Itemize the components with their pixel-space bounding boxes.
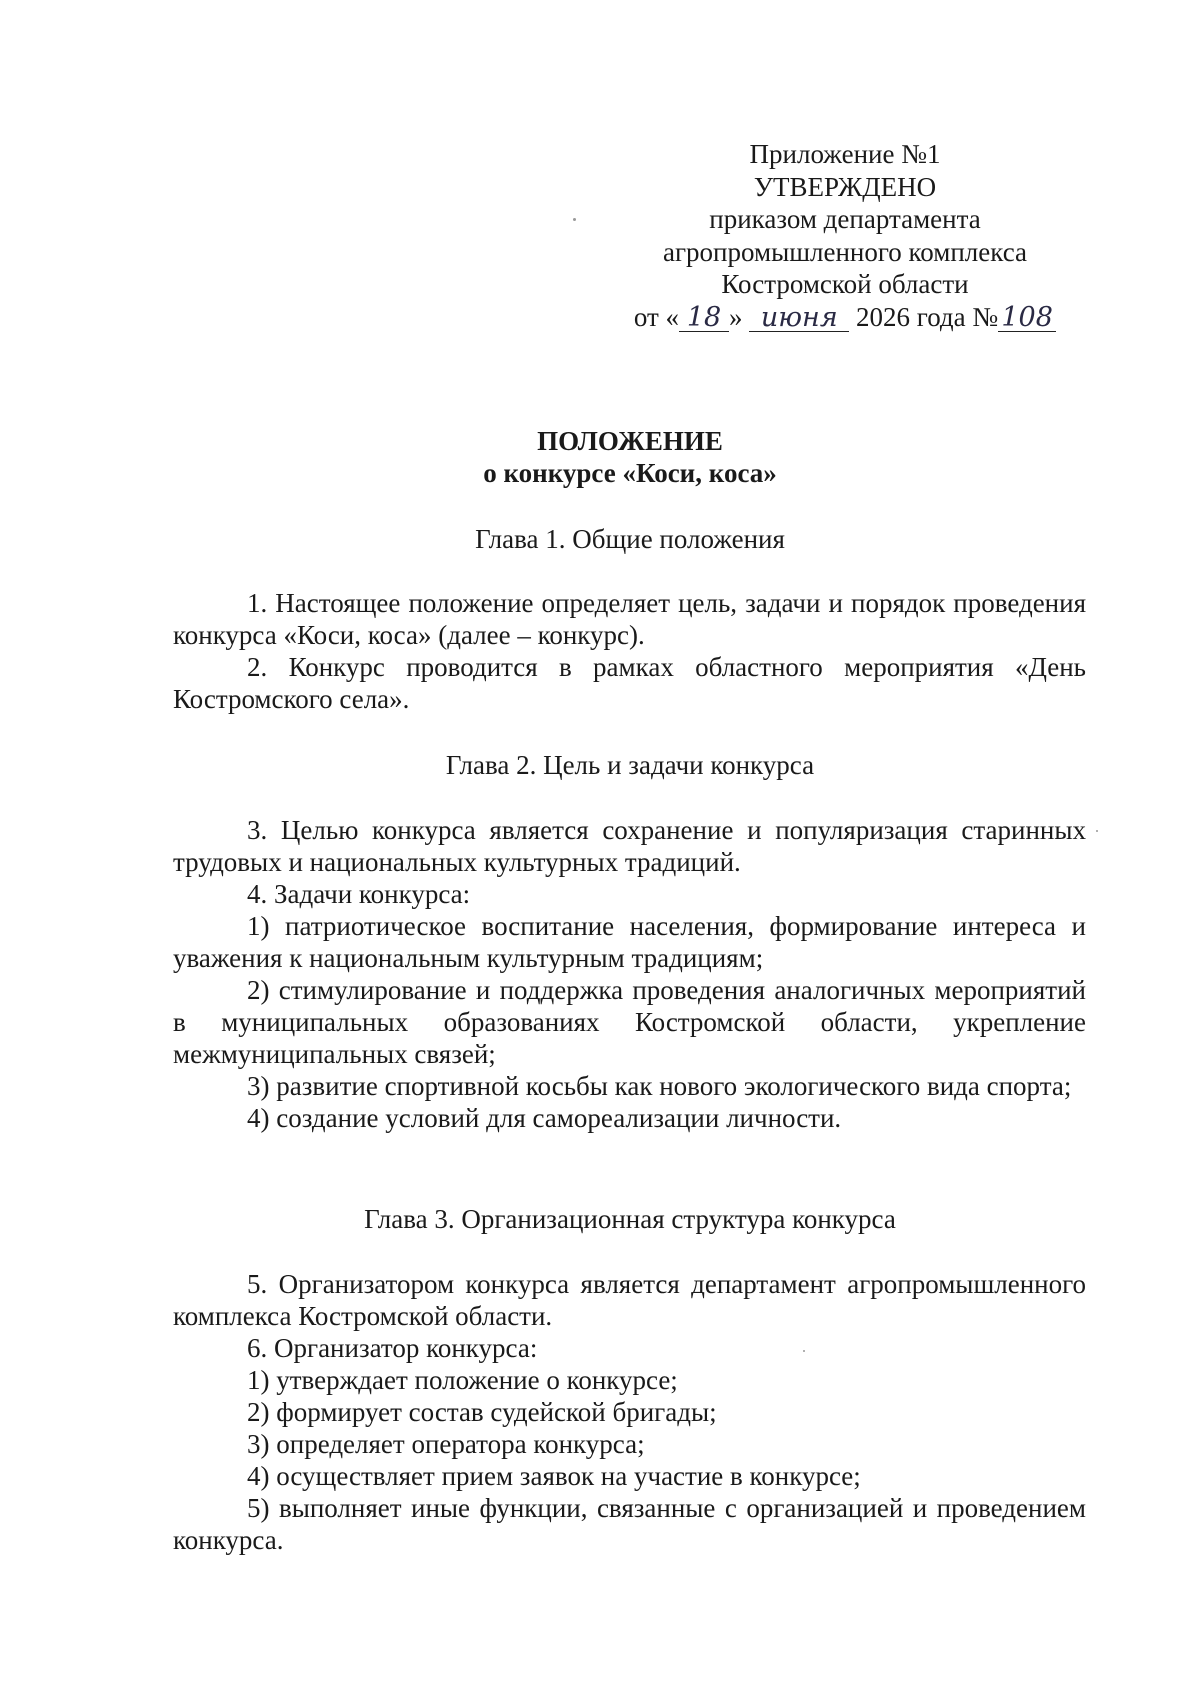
task-3: 3) развитие спортивной косьбы как нового экологического вида спорта; <box>247 1071 1072 1101</box>
date-mid: » <box>729 301 743 332</box>
function-3: 3) определяет оператора конкурса; <box>247 1429 645 1459</box>
scan-speck <box>573 218 576 221</box>
chapter-3-heading: Глава 3. Организационная структура конкурса <box>364 1204 896 1234</box>
title-main: ПОЛОЖЕНИЕ <box>537 426 723 456</box>
function-4: 4) осуществляет прием заявок на участие в конкурсе; <box>247 1461 861 1491</box>
paragraph-4: 4. Задачи конкурса: <box>247 879 471 909</box>
document-title <box>0 425 1200 489</box>
task-2: 2) стимулирование и поддержка проведения аналогичных мероприятий в муниципальных образованиях Костромской области, укрепление межмуниципальных связей; <box>173 975 1086 1069</box>
function-2: 2) формирует состав судейской бригады; <box>247 1397 717 1427</box>
chapter-2-body <box>173 814 1086 1134</box>
paragraph-2: 2. Конкурс проводится в рамках областного мероприятия «День Костромского села». <box>173 652 1086 714</box>
chapter-1-body <box>173 587 1086 715</box>
task-4: 4) создание условий для самореализации личности. <box>247 1103 842 1133</box>
date-year: 2026 года № <box>856 301 999 332</box>
chapter-1-heading: Глава 1. Общие положения <box>475 524 785 554</box>
paragraph-5: 5. Организатором конкурса является департамент агропромышленного комплекса Костромской области. <box>173 1269 1086 1331</box>
paragraph-3: 3. Целью конкурса является сохранение и популяризация старинных трудовых и национальных культурных традиций. <box>173 815 1086 877</box>
chapter-2-heading: Глава 2. Цель и задачи конкурса <box>445 750 815 780</box>
paragraph-1: 1. Настоящее положение определяет цель, задачи и порядок проведения конкурса «Коси, коса» (далее – конкурс). <box>173 588 1086 650</box>
paragraph-6: 6. Организатор конкурса: <box>247 1333 538 1363</box>
scan-speck <box>1096 830 1098 832</box>
title-sub: о конкурсе «Коси, коса» <box>483 458 777 488</box>
handwritten-month: июня <box>749 305 849 332</box>
chapter-3-body <box>173 1268 1086 1556</box>
handwritten-order-number: 108 <box>998 305 1056 332</box>
approval-line-department: агропромышленного комплекса <box>663 236 1027 267</box>
approval-line-order: приказом департамента <box>709 204 981 234</box>
date-prefix: от « <box>633 301 680 332</box>
appendix-label: Приложение №1 <box>749 139 941 169</box>
approval-line-region: Костромской области <box>721 269 969 299</box>
task-1: 1) патриотическое воспитание населения, формирование интереса и уважения к национальным культурным традициям; <box>173 911 1086 973</box>
approved-label: УТВЕРЖДЕНО <box>753 171 937 202</box>
approval-header <box>600 138 1090 333</box>
scan-speck <box>803 1350 805 1352</box>
function-5: 5) выполняет иные функции, связанные с организацией и проведением конкурса. <box>173 1493 1086 1555</box>
approval-date-line <box>600 301 1090 334</box>
handwritten-day: 18 <box>679 305 729 332</box>
function-1: 1) утверждает положение о конкурсе; <box>247 1365 678 1395</box>
